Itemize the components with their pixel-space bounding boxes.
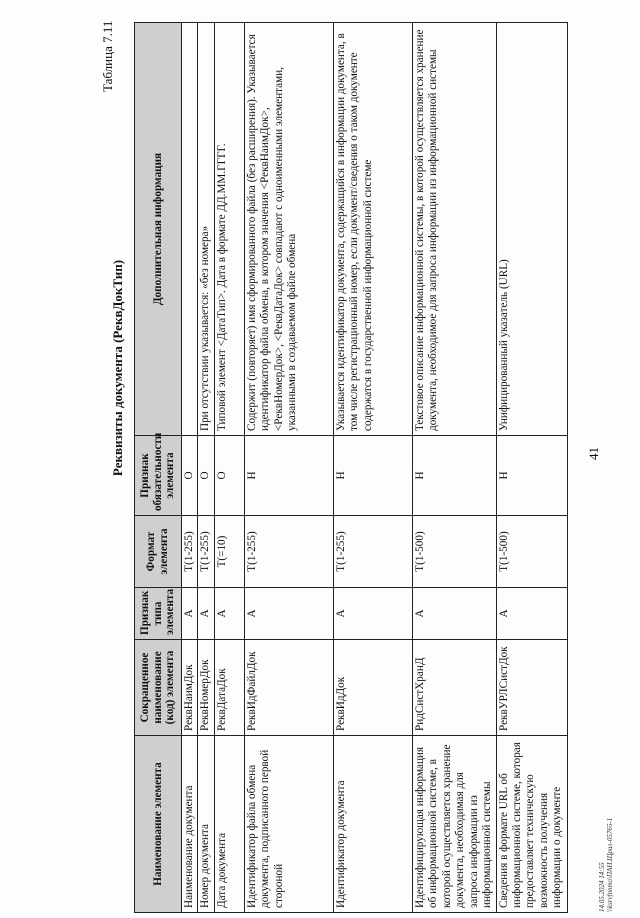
cell-type: А <box>244 588 333 640</box>
table-row <box>496 23 567 913</box>
header-cell: Сокращенное наименование (код) элемента <box>135 640 182 736</box>
cell-info: Содержит (повторяет) имя сформированного файла (без расширения). Указывается идентификатор файла обмена, в котором значения <РеквНаимДок>, <РеквНомерДок>, <РеквДатаДок> совпадают с одноименными элементами, указанными в создаваемом файле обмена <box>244 23 333 436</box>
cell-type: А <box>182 588 198 640</box>
cell-format: T(1-255) <box>198 516 214 588</box>
header-cell: Признак типа элемента <box>135 588 182 640</box>
cell-name: Дата документа <box>214 736 244 913</box>
cell-required: О <box>214 436 244 516</box>
page-number: 41 <box>586 447 601 460</box>
cell-name: Идентификатор файла обмена документа, подписанного первой стороной <box>244 736 333 913</box>
cell-code: РеквДатаДок <box>214 640 244 736</box>
header-cell: Дополнительная информация <box>135 23 182 436</box>
cell-type: А <box>214 588 244 640</box>
cell-name: Идентификатор документа <box>333 736 412 913</box>
cell-format: T(1-255) <box>333 516 412 588</box>
cell-format: T(1-255) <box>244 516 333 588</box>
cell-format: T(1-500) <box>412 516 496 588</box>
cell-name: Идентифицирующая информация об информационной системе, в которой осуществляется хранение документа, необходимая для запроса информации из информационной системы <box>412 736 496 913</box>
stamp-date: 14.05.2024 14:55 <box>598 862 606 912</box>
cell-name: Наименование документа <box>182 736 198 913</box>
table-number: Таблица 7.11 <box>100 20 115 92</box>
cell-info <box>182 23 198 436</box>
cell-required: Н <box>333 436 412 516</box>
stamp-path: \\ksrvfnnmo\ПАН.Щрил-05765-1 <box>606 817 615 912</box>
header-cell: Признак обязательности элемента <box>135 436 182 516</box>
cell-required: О <box>182 436 198 516</box>
cell-required: Н <box>496 436 567 516</box>
cell-type: А <box>198 588 214 640</box>
table-row <box>214 23 244 913</box>
cell-format: T(1-500) <box>496 516 567 588</box>
cell-code: РидСистХранД <box>412 640 496 736</box>
table-caption: Реквизиты документа (РеквДокТип) <box>110 259 125 477</box>
cell-required: О <box>198 436 214 516</box>
cell-required: Н <box>412 436 496 516</box>
table-row <box>333 23 412 913</box>
cell-required: Н <box>244 436 333 516</box>
cell-code: РеквИдФайлДок <box>244 640 333 736</box>
table-header-row <box>135 23 182 913</box>
cell-name: Сведения в формате URL об информационной системе, которая предоставляет техническую возможность получения информации о документе <box>496 736 567 913</box>
cell-code: РеквНаимДок <box>182 640 198 736</box>
header-cell: Формат элемента <box>135 516 182 588</box>
cell-info: Текстовое описание информационной системы, в которой осуществляется хранение документа, необходимое для запроса информации из информационной системы <box>412 23 496 436</box>
table-row <box>244 23 333 913</box>
cell-info: Указывается идентификатор документа, содержащийся в информации документа, в том числе регистрационный номер, если документ/сведения о таком документе содержатся в государственной информационной системе <box>333 23 412 436</box>
cell-type: А <box>333 588 412 640</box>
cell-type: А <box>496 588 567 640</box>
cell-info: Типовой элемент <ДатаТип>. Дата в формате ДД.ММ.ГГГГ. <box>214 23 244 436</box>
cell-code: РеквИдДок <box>333 640 412 736</box>
cell-format: T(=10) <box>214 516 244 588</box>
cell-info: Унифицированный указатель (URL) <box>496 23 567 436</box>
cell-type: А <box>412 588 496 640</box>
print-stamp <box>598 818 614 912</box>
table-row <box>412 23 496 913</box>
table-row <box>182 23 198 913</box>
cell-info: При отсутствии указывается: «без номера» <box>198 23 214 436</box>
table-row <box>198 23 214 913</box>
header-cell: Наименование элемента <box>135 736 182 913</box>
cell-code: РеквНомерДок <box>198 640 214 736</box>
cell-format: T(1-255) <box>182 516 198 588</box>
cell-name: Номер документа <box>198 736 214 913</box>
cell-code: РеквУРЛСистДок <box>496 640 567 736</box>
requisites-table <box>134 22 568 913</box>
